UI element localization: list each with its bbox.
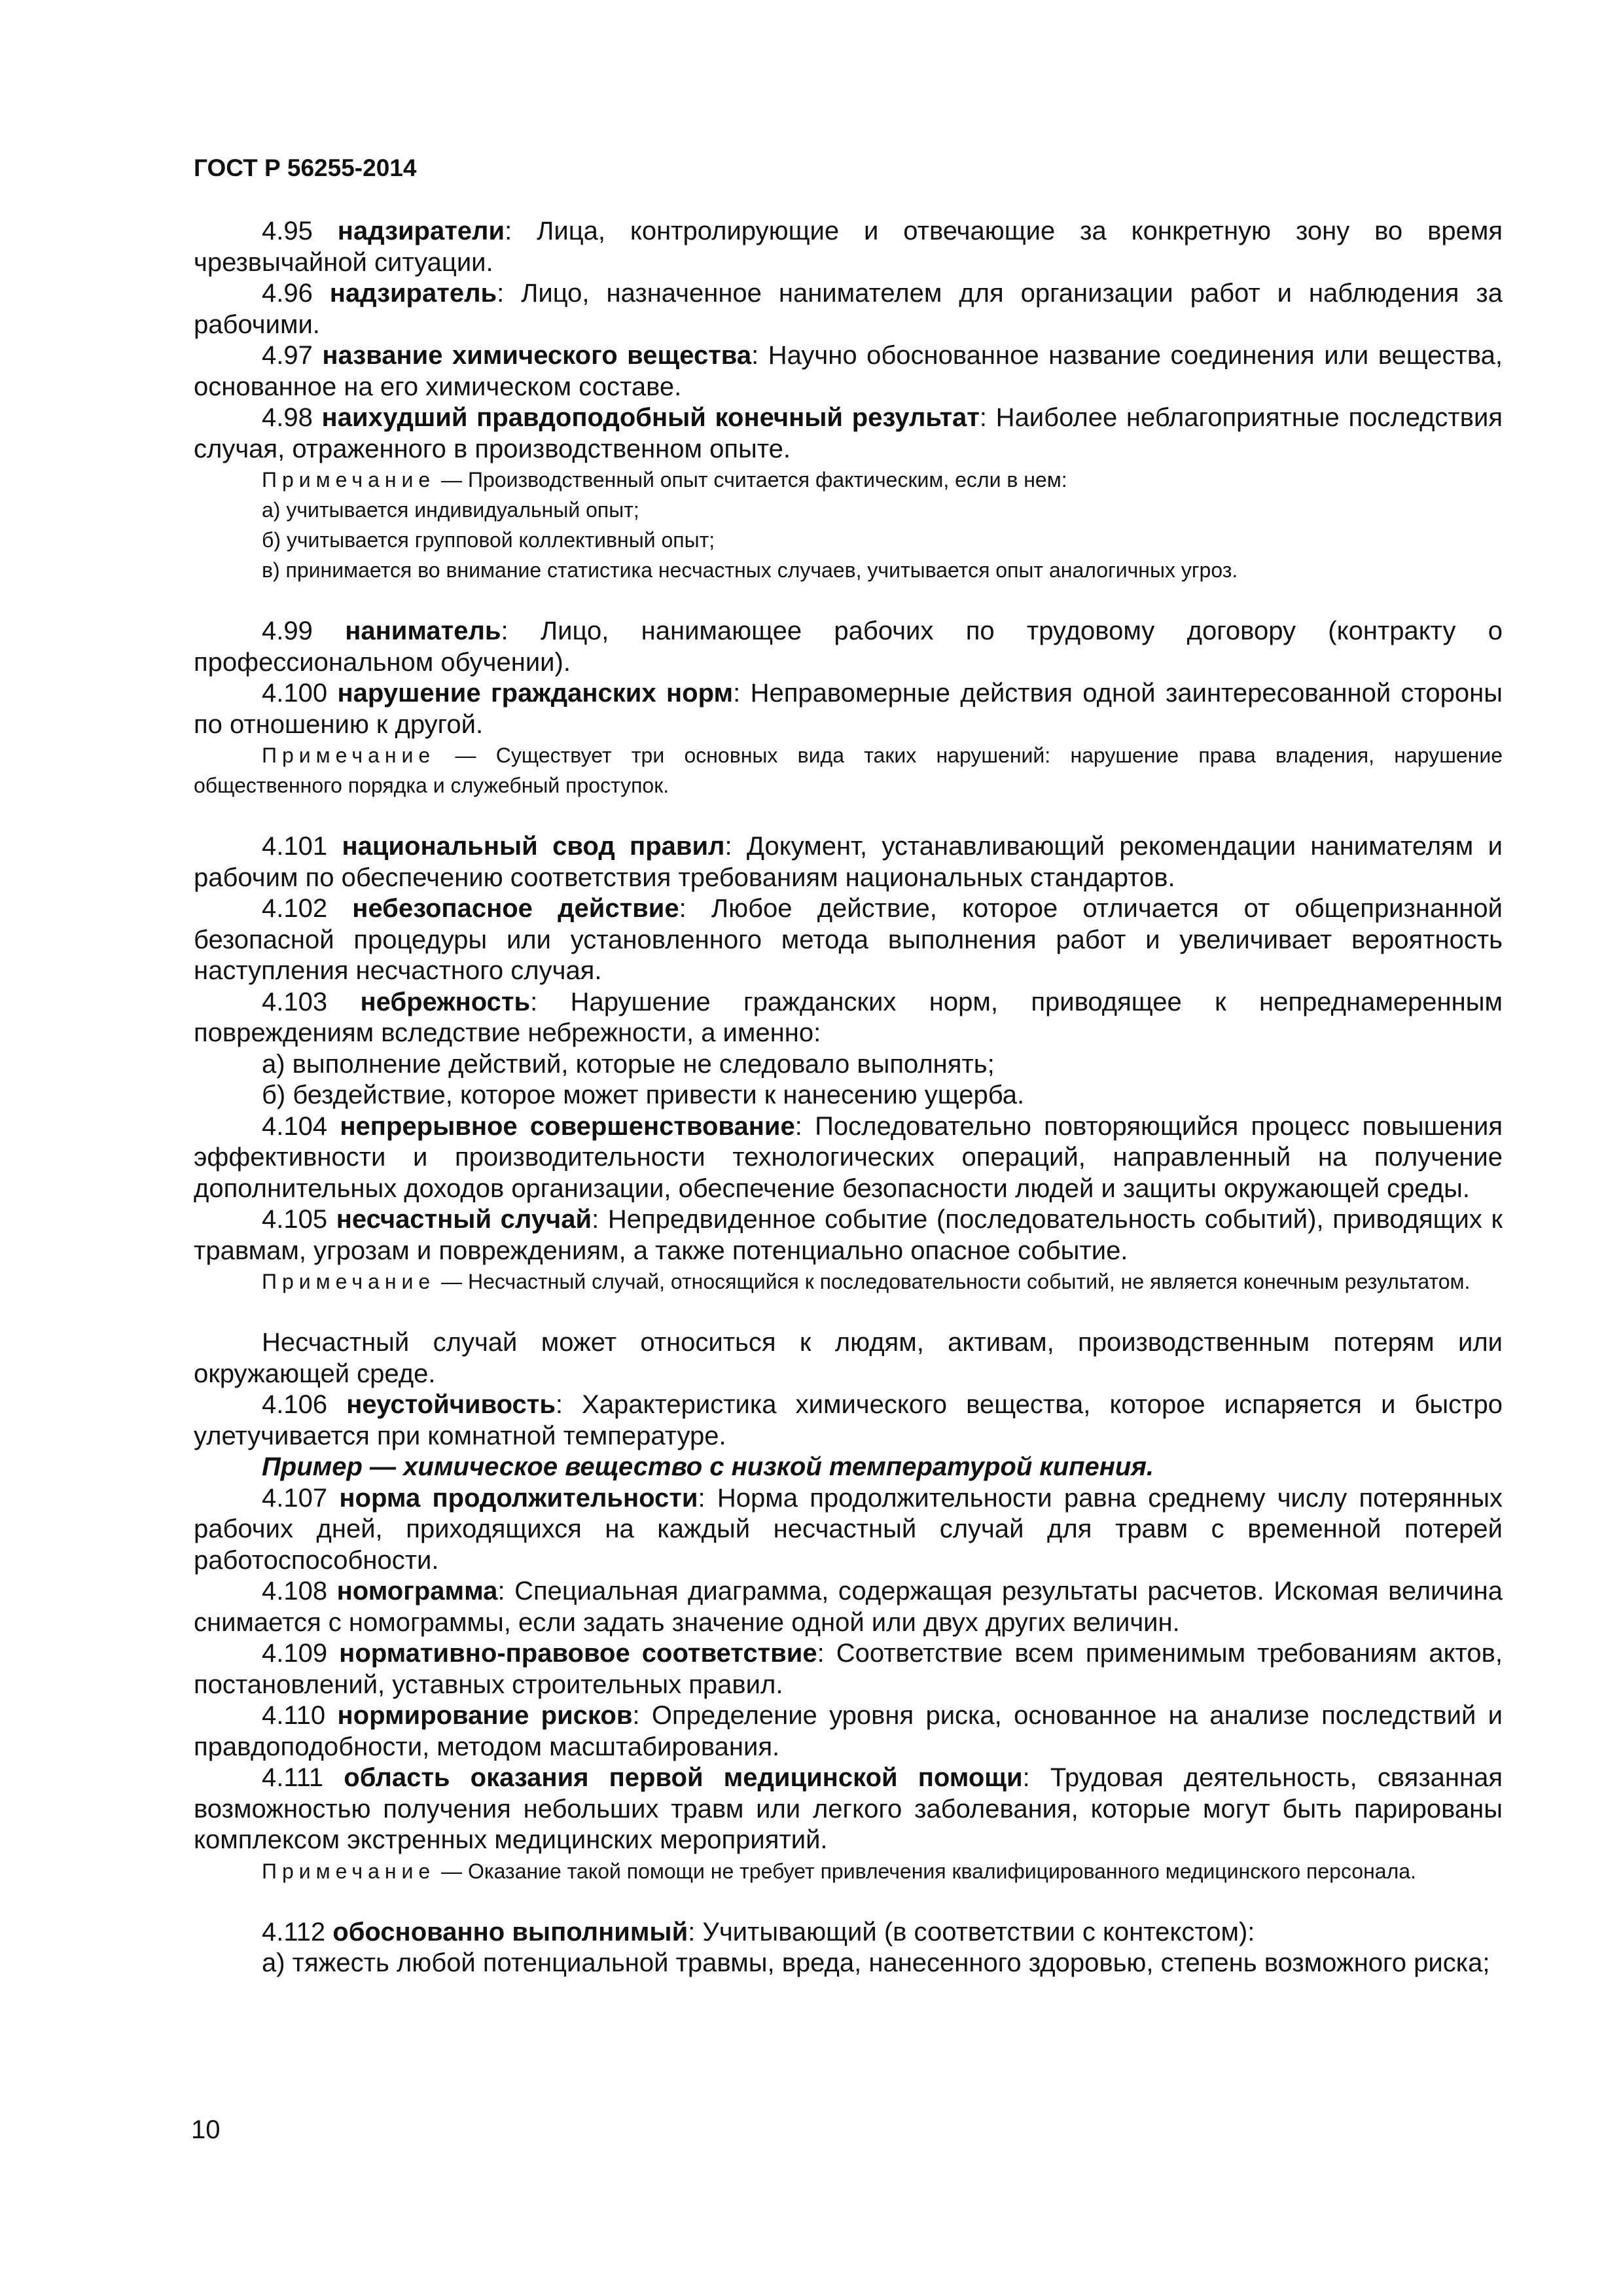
example-4-106: Пример — химическое вещество с низкой температурой кипения. — [262, 1452, 1154, 1481]
entry-definition: : Лицо, нанимающее рабочих по трудовому договору (контракту о профессиональном обучении). — [194, 617, 1503, 677]
entry-term: небрежность — [360, 987, 531, 1016]
entry-number: 4.105 — [262, 1205, 328, 1234]
entry-term: непрерывное совершенствование — [340, 1111, 795, 1141]
entry-definition: : Научно обоснованное название соединения или вещества, основанное на его химическом составе. — [194, 341, 1503, 401]
entry-definition: : Соответствие всем применимым требованиям актов, постановлений, уставных строительных правил. — [194, 1639, 1503, 1699]
entry-definition: : Последовательно повторяющийся процесс повышения эффективности и производительности технологических операций, направленный на получение дополнительных доходов организации, обеспечение безопасности людей и защиты окружающей среды. — [194, 1111, 1503, 1203]
entry-term: наихудший правдоподобный конечный результат — [321, 403, 980, 432]
entry-4-111 — [194, 1763, 1503, 1856]
entry-4-109 — [194, 1638, 1503, 1700]
note-item: а) учитывается индивидуальный опыт; — [262, 498, 639, 522]
document-header: ГОСТ Р 56255-2014 — [194, 154, 417, 181]
note-text: — Производственный опыт считается фактическим, если в нем: — [435, 468, 1067, 492]
entry-4-96 — [194, 278, 1503, 340]
entry-4-95 — [194, 216, 1503, 278]
entry-number: 4.99 — [262, 617, 313, 645]
entry-definition: : Специальная диаграмма, содержащая результаты расчетов. Искомая величина снимается с номограммы, если задать значение одной или двух других величин. — [194, 1577, 1503, 1637]
entry-number: 4.100 — [262, 679, 328, 708]
entry-term: номограмма — [336, 1577, 498, 1605]
entry-number: 4.108 — [262, 1577, 328, 1605]
entry-definition: : Лицо, назначенное нанимателем для организации работ и наблюдения за рабочими. — [194, 279, 1503, 339]
entry-number: 4.101 — [262, 832, 328, 861]
entry-4-106 — [194, 1390, 1503, 1452]
entry-4-108 — [194, 1576, 1503, 1638]
entry-definition: : Любое действие, которое отличается от общепризнанной безопасной процедуры или установленного метода выполнения работ и увеличивает вероятность наступления несчастного случая. — [194, 894, 1503, 985]
entry-number: 4.95 — [262, 217, 313, 245]
document-body — [194, 216, 1503, 1979]
entry-4-105 — [194, 1204, 1503, 1266]
note-text: — Оказание такой помощи не требует привлечения квалифицированного медицинского персонала. — [435, 1859, 1416, 1883]
entry-number: 4.104 — [262, 1111, 328, 1141]
entry-number: 4.111 — [262, 1763, 324, 1792]
entry-definition: : Определение уровня риска, основанное на анализе последствий и правдоподобности, методом масштабирования. — [194, 1701, 1503, 1761]
entry-number: 4.103 — [262, 987, 328, 1016]
entry-term: наниматель — [345, 617, 501, 645]
entry-term: несчастный случай — [336, 1205, 592, 1234]
entry-definition: : Характеристика химического вещества, которое испаряется и быстро улетучивается при комнатной температуре. — [194, 1390, 1503, 1450]
entry-4-101 — [194, 831, 1503, 893]
note-item: б) учитывается групповой коллективный опыт; — [262, 528, 715, 552]
entry-4-98 — [194, 403, 1503, 465]
paragraph: Несчастный случай может относиться к людям, активам, производственным потерям или окружающей среде. — [194, 1328, 1503, 1388]
note-label: Примечание — [262, 744, 436, 767]
note-4-100 — [194, 740, 1503, 800]
entry-definition: : Учитывающий (в соответствии с контекстом): — [688, 1917, 1255, 1946]
entry-4-99 — [194, 616, 1503, 678]
entry-4-104 — [194, 1111, 1503, 1205]
entry-number: 4.98 — [262, 403, 313, 432]
entry-definition: : Лица, контролирующие и отвечающие за конкретную зону во время чрезвычайной ситуации. — [194, 217, 1503, 277]
entry-definition: : Нарушение гражданских норм, приводящее к непреднамеренным повреждениям вследствие небрежности, а именно: — [194, 987, 1503, 1047]
note-label: Примечание — [262, 1270, 436, 1293]
entry-term: надзиратели — [337, 217, 505, 245]
entry-definition: : Трудовая деятельность, связанная возможностью получения небольших травм или легкого заболевания, которые могут быть парированы комплексом экстренных медицинских мероприятий. — [194, 1763, 1503, 1854]
note-label: Примечание — [262, 1859, 436, 1883]
note-text: — Существует три основных вида таких нарушений: нарушение права владения, нарушение общественного порядка и служебный проступок. — [194, 744, 1503, 797]
entry-term: нормирование рисков — [337, 1701, 633, 1730]
list-item: а) тяжесть любой потенциальной травмы, вреда, нанесенного здоровью, степень возможного риска; — [262, 1948, 1490, 1977]
entry-4-103 — [194, 987, 1503, 1049]
entry-definition: : Документ, устанавливающий рекомендации нанимателям и рабочим по обеспечению соответствия требованиям национальных стандартов. — [194, 832, 1503, 892]
entry-term: национальный свод правил — [342, 832, 725, 861]
spacer — [194, 800, 1503, 831]
entry-4-107 — [194, 1483, 1503, 1577]
list-item: б) бездействие, которое может привести к нанесению ущерба. — [262, 1081, 1025, 1109]
entry-4-100 — [194, 678, 1503, 740]
entry-definition: : Неправомерные действия одной заинтересованной стороны по отношению к другой. — [194, 679, 1503, 739]
entry-number: 4.107 — [262, 1483, 328, 1513]
entry-4-112 — [194, 1917, 1503, 1948]
entry-4-97 — [194, 340, 1503, 403]
entry-term: норма продолжительности — [339, 1483, 698, 1513]
spacer — [194, 585, 1503, 616]
spacer — [194, 1297, 1503, 1327]
spacer — [194, 1886, 1503, 1917]
page-number: 10 — [191, 2115, 221, 2144]
entry-4-102 — [194, 893, 1503, 987]
note-label: Примечание — [262, 468, 436, 492]
entry-definition: : Наиболее неблагоприятные последствия случая, отраженного в производственном опыте. — [194, 403, 1503, 463]
entry-number: 4.112 — [262, 1917, 326, 1946]
entry-term: название химического вещества — [322, 341, 752, 370]
entry-4-110 — [194, 1700, 1503, 1763]
entry-definition: : Непредвиденное событие (последовательность событий), приводящих к травмам, угрозам и повреждениям, а также потенциально опасное событие. — [194, 1205, 1503, 1265]
entry-term: нормативно-правовое соответствие — [339, 1639, 817, 1668]
note-text: — Несчастный случай, относящийся к последовательности событий, не является конечным результатом. — [435, 1270, 1471, 1293]
note-4-111 — [194, 1856, 1503, 1886]
entry-term: надзиратель — [329, 279, 497, 308]
entry-term: область оказания первой медицинской помощи — [344, 1763, 1023, 1792]
entry-number: 4.97 — [262, 341, 313, 370]
entry-number: 4.96 — [262, 279, 313, 308]
note-4-105 — [194, 1266, 1503, 1297]
list-item: а) выполнение действий, которые не следовало выполнять; — [262, 1049, 995, 1079]
entry-number: 4.106 — [262, 1390, 328, 1419]
entry-number: 4.109 — [262, 1639, 328, 1668]
entry-term: небезопасное действие — [352, 894, 679, 923]
entry-term: обоснованно выполнимый — [332, 1917, 688, 1946]
entry-term: неустойчивость — [346, 1390, 556, 1419]
entry-number: 4.102 — [262, 894, 328, 923]
entry-number: 4.110 — [262, 1701, 326, 1730]
entry-term: нарушение гражданских норм — [337, 679, 734, 708]
note-item: в) принимается во внимание статистика несчастных случаев, учитывается опыт аналогичных угроз. — [262, 558, 1238, 582]
entry-definition: : Норма продолжительности равна среднему числу потерянных рабочих дней, приходящихся на каждый несчастный случай для травм с временной потерей работоспособности. — [194, 1483, 1503, 1575]
note-4-98 — [194, 465, 1503, 495]
